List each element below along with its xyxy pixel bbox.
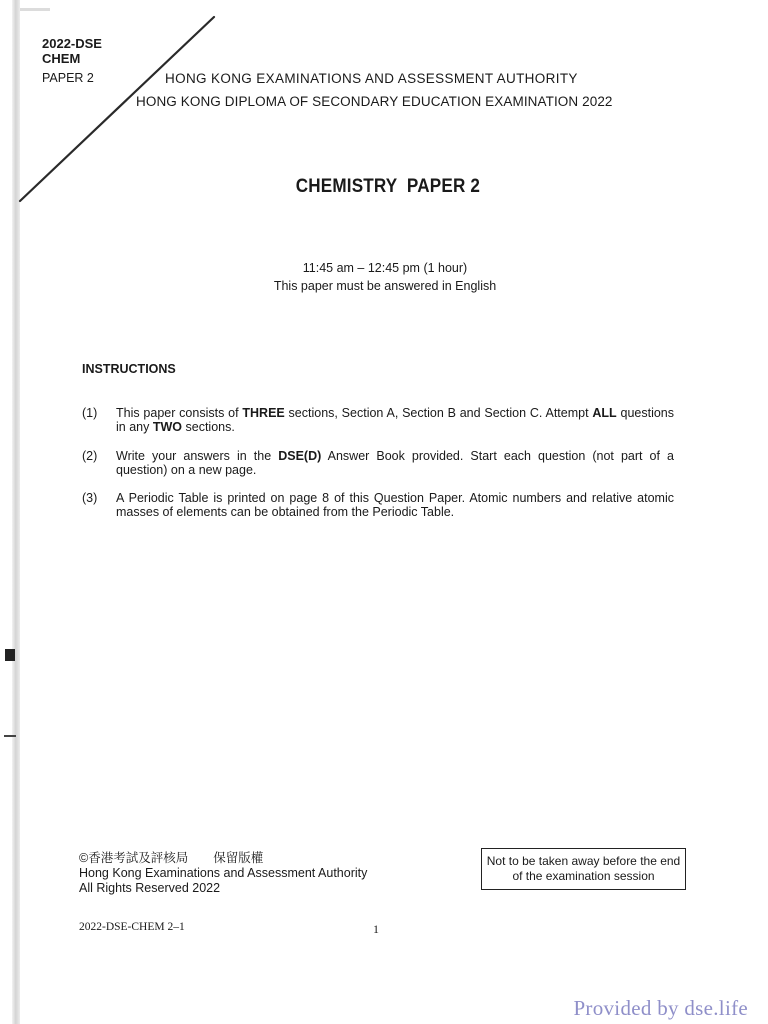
instructions-heading: INSTRUCTIONS: [82, 362, 176, 376]
copyright-authority: Hong Kong Examinations and Assessment Authority: [79, 866, 368, 880]
margin-tick: [4, 735, 16, 737]
instruction-text: A Periodic Table is printed on page 8 of this Question Paper. Atomic numbers and relative atomic masses of elements can be obtained from the Periodic Table.: [116, 491, 674, 519]
instruction-text: Write your answers in the DSE(D) Answer Book provided. Start each question (not part of a question) on a new page.: [116, 449, 674, 477]
instruction-text: This paper consists of THREE sections, Section A, Section B and Section C. Attempt ALL questions in any TWO sections.: [116, 406, 674, 434]
notice-box: [481, 848, 686, 890]
page-number: 1: [373, 922, 379, 936]
margin-mark: [5, 649, 15, 661]
footer-paper-code: 2022-DSE-CHEM 2–1: [79, 921, 185, 933]
instruction-item-1: [82, 406, 674, 434]
paper-code-subject: CHEM: [42, 51, 81, 66]
copyright-chinese: ©香港考試及評核局 保留版權: [79, 851, 264, 865]
page-title: CHEMISTRY PAPER 2: [295, 176, 481, 197]
copyright-rights: All Rights Reserved 2022: [79, 881, 221, 895]
copyright-block: [79, 851, 367, 896]
exam-time: 11:45 am – 12:45 pm (1 hour): [302, 261, 468, 275]
language-note: This paper must be answered in English: [273, 279, 497, 293]
instruction-item-3: [82, 491, 674, 519]
paper-code-year: 2022-DSE: [42, 36, 102, 51]
watermark: Provided by dse.life: [573, 996, 748, 1020]
authority-name: HONG KONG EXAMINATIONS AND ASSESSMENT AUTHORITY: [165, 71, 578, 86]
exam-name: HONG KONG DIPLOMA OF SECONDARY EDUCATION EXAMINATION 2022: [136, 94, 613, 109]
notice-text: Not to be taken away before the end of the examination session: [486, 854, 681, 883]
instruction-item-2: [82, 449, 674, 477]
instruction-number: (1): [82, 406, 98, 420]
paper-code-paper: PAPER 2: [42, 71, 94, 85]
instruction-number: (3): [82, 491, 98, 505]
paper-code-block: [42, 36, 102, 86]
instruction-number: (2): [82, 449, 98, 463]
